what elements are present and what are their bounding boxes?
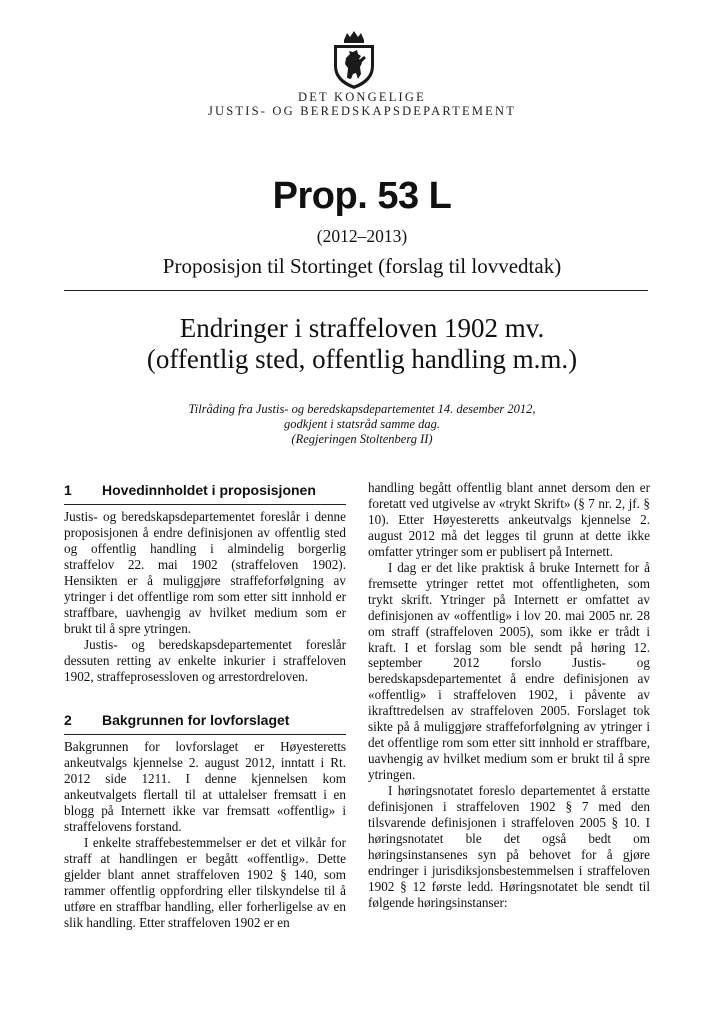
government-line: (Regjeringen Stoltenberg II) (291, 432, 433, 446)
section-2-paragraph-1: Bakgrunnen for lovforslaget er Høyesteretts ankeutvalgs kjennelse 2. august 2012, inntatt i Rt. 2012 side 1211. I denne kjennelsen kom ankeutvalgets flertall til at uttalelser fremsatt i en blogg på Internett ikke var fremsatt «offentlig» i straffelovens forstand. (64, 739, 346, 835)
section-2-title: Bakgrunnen for lovforslaget (102, 712, 290, 729)
norwegian-coat-of-arms-icon (331, 30, 377, 90)
section-2-paragraph-3: handling begått offentlig blant annet dersom den er foretatt ved utgivelse av «trykt Skrift» (§ 7 nr. 2, jf. § 10). Etter Høyesteretts ankeutvalgs kjennelse 2. august 2012 må det legges til grunn at dette ikke omfatter ytringer som er publisert på Internett. (368, 480, 650, 559)
section-2-paragraph-5: I høringsnotatet foreslo departementet å erstatte definisjonen i straffeloven 1902 § 7 med den tilsvarende definisjonen i straffeloven 2005 § 10. I høringsnotatet ble det også bedt om høringsinstansenes syn på behovet for å gjøre endringer i jurisdiksjonsbestemmelsen i straffeloven 1902 § 12 første ledd. Høringsnotatet ble sendt til følgende høringsinstanser: (368, 783, 650, 910)
document-title-line-1: Endringer i straffeloven 1902 mv. (179, 313, 545, 343)
right-column (368, 480, 650, 911)
section-1-heading (64, 480, 346, 505)
left-column (64, 480, 346, 931)
section-1-paragraph-1: Justis- og beredskapsdepartementet foreslår i denne proposisjonen å endre definisjonen av offentlig sted og offentlig handling i almindelig borgerlig straffelov 22. mai 1902 (straffeloven 1902). Hensikten er å muliggjøre straffeforfølgning av ytringer i det offentlige rom som etter sitt innhold er straffbare, uavhengig av hvilket medium som er brukt til å spre ytringen. (64, 509, 346, 636)
section-1-title: Hovedinnholdet i proposisjonen (102, 482, 316, 498)
divider (64, 290, 648, 291)
section-2-paragraph-2: I enkelte straffebestemmelser er det et vilkår for straff at handlingen er begått «offentlig». Dette gjelder blant annet straffeloven 1902 § 140, som rammer offentlig oppfordring eller tilskyndelse til å utføre en straffbar handling, eller forherligelse av en slik handling. Etter straffeloven 1902 er en (64, 835, 346, 930)
proposition-number: Prop. 53 L (272, 175, 452, 217)
crest-icon (331, 30, 377, 90)
section-2-number: 2 (64, 712, 72, 729)
document-title-line-2: (offentlig sted, offentlig handling m.m.) (146, 344, 578, 374)
approval-line: godkjent i statsråd samme dag. (284, 417, 440, 431)
section-2-heading (64, 710, 346, 735)
session-years: (2012–2013) (316, 226, 408, 246)
dept-line-2: JUSTIS- OG BEREDSKAPSDEPARTEMENT (207, 104, 517, 118)
section-1-number: 1 (64, 482, 72, 498)
section-2-paragraph-4: I dag er det like praktisk å bruke Internett for å fremsette ytringer rettet mot offentligheten, som trykt skrift. Ytringer på Internett er omfattet av definisjonen av «offentlig» i lov 20. mai 2005 nr. 28 om straff (straffeloven 2005), som ikke er trådt i kraft. I et forslag som ble sendt på høring 12. september 2012 forslo Justis- og beredskapsdepartementet å endre definisjonen av «offentlig» i straffeloven 1902, i påvente av ikrafttredelsen av straffeloven 2005. Forslaget tok sikte på å muliggjøre straffeforfølgning av ytringer i det offentlige rom som etter sitt innhold er straffbare, uavhengig av hvilket medium som er brukt til å spre ytringen. (368, 559, 650, 783)
proposition-type: Proposisjon til Stortinget (forslag til lovvedtak) (162, 254, 562, 278)
recommendation-line: Tilråding fra Justis- og beredskapsdepartementet 14. desember 2012, (188, 402, 536, 416)
dept-line-1: DET KONGELIGE (297, 90, 426, 104)
section-1-paragraph-2: Justis- og beredskapsdepartementet foreslår dessuten retting av enkelte inkurier i straffeloven 1902, straffeprosessloven og arrestordreloven. (64, 636, 346, 684)
